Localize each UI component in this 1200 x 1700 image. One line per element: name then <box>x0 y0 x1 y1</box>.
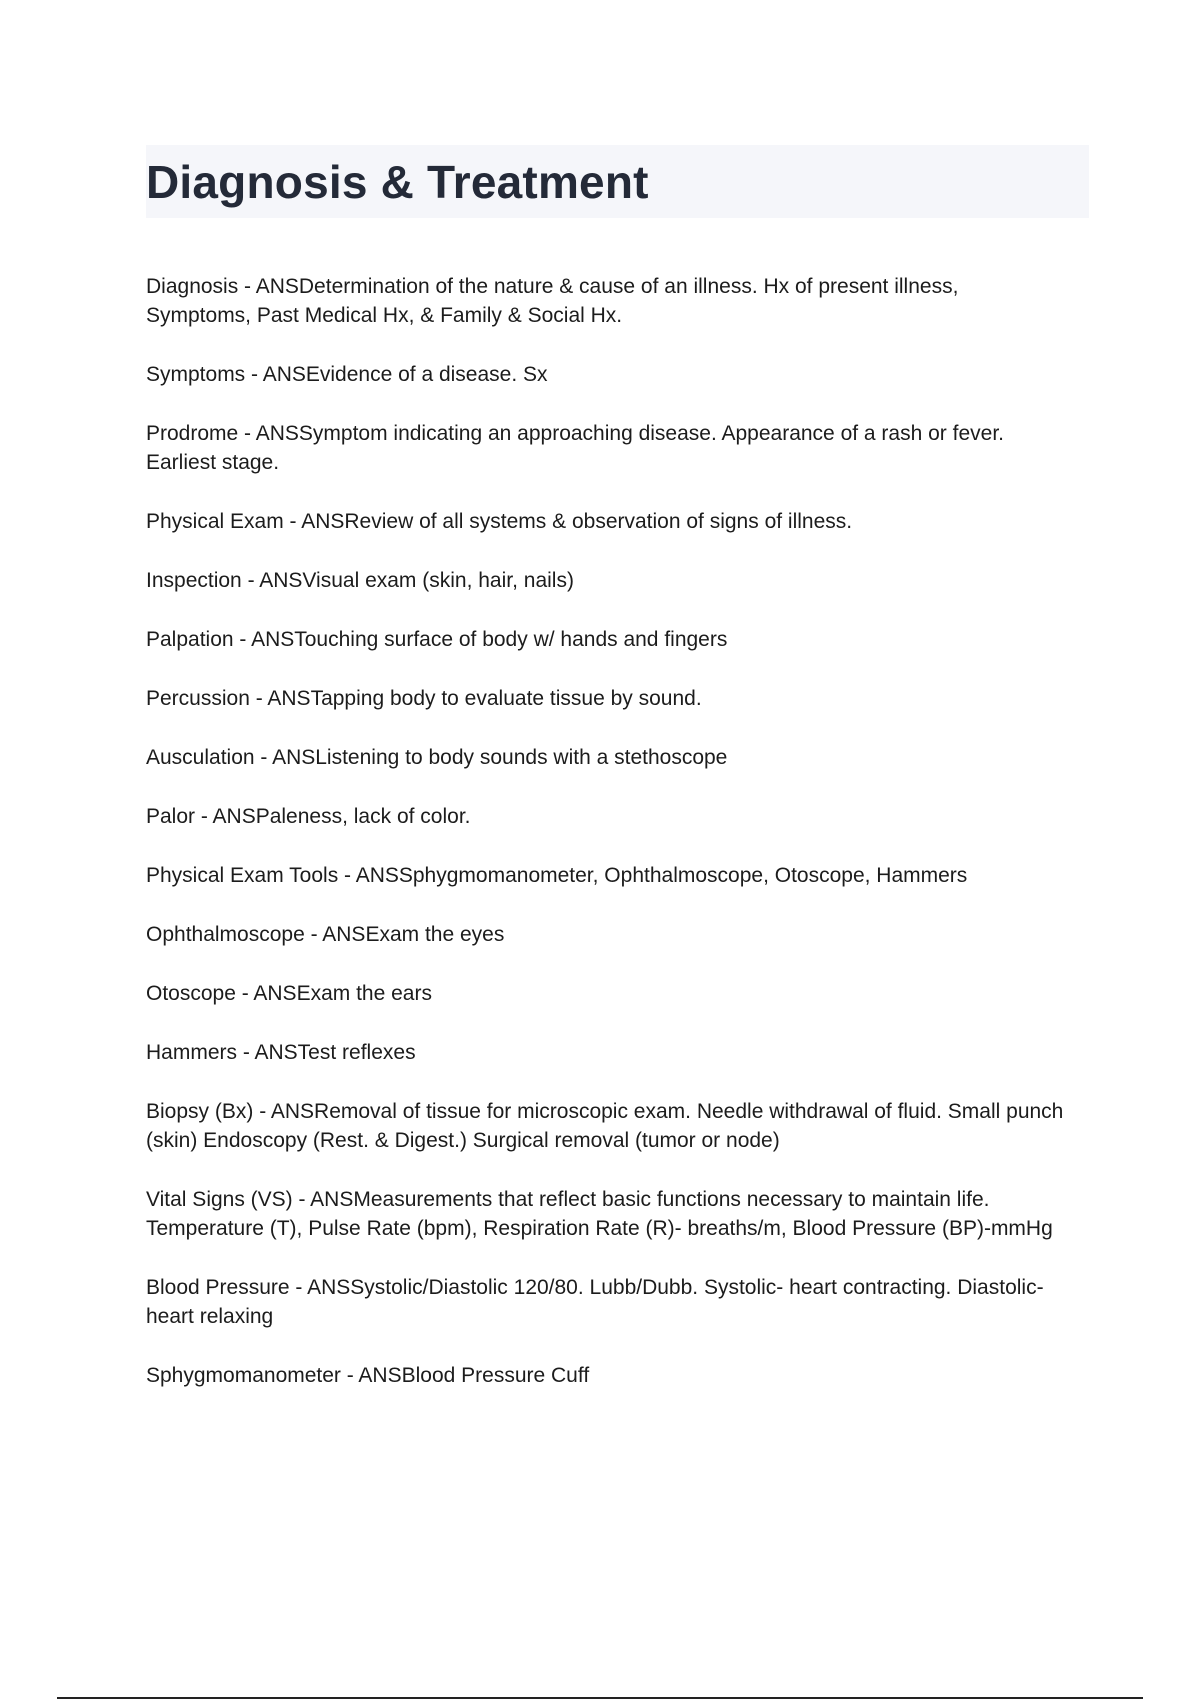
definition-entry: Sphygmomanometer - ANSBlood Pressure Cuff <box>146 1364 590 1387</box>
definition-entry: Biopsy (Bx) - ANSRemoval of tissue for microscopic exam. Needle withdrawal of fluid. Small punch (skin) Endoscopy (Rest. & Digest.) Surgical removal (tumor or node) <box>146 1100 1064 1152</box>
definition-entry: Physical Exam Tools - ANSSphygmomanometer, Ophthalmoscope, Otoscope, Hammers <box>146 864 968 887</box>
definition-entry: Hammers - ANSTest reflexes <box>146 1041 416 1064</box>
page-title: Diagnosis & Treatment <box>146 156 649 208</box>
definition-entry: Inspection - ANSVisual exam (skin, hair, nails) <box>146 569 574 592</box>
definition-entry: Symptoms - ANSEvidence of a disease. Sx <box>146 363 548 386</box>
definition-entry: Ausculation - ANSListening to body sounds with a stethoscope <box>146 746 728 769</box>
definition-entry: Ophthalmoscope - ANSExam the eyes <box>146 923 505 946</box>
definition-entry: Diagnosis - ANSDetermination of the nature & cause of an illness. Hx of present illness, Symptoms, Past Medical Hx, & Family & Social Hx. <box>146 275 959 327</box>
definition-entry: Palpation - ANSTouching surface of body w/ hands and fingers <box>146 628 728 651</box>
definition-entry: Blood Pressure - ANSSystolic/Diastolic 120/80. Lubb/Dubb. Systolic- heart contracting. Diastolic- heart relaxing <box>146 1276 1044 1328</box>
definition-entry: Percussion - ANSTapping body to evaluate tissue by sound. <box>146 687 702 710</box>
definition-entry: Prodrome - ANSSymptom indicating an approaching disease. Appearance of a rash or fever. Earliest stage. <box>146 422 1004 474</box>
page-bottom-rule <box>57 1697 1143 1699</box>
definition-entry: Otoscope - ANSExam the ears <box>146 982 432 1005</box>
definition-entry: Physical Exam - ANSReview of all systems & observation of signs of illness. <box>146 510 853 533</box>
title-banner <box>146 145 1089 218</box>
definition-entry: Palor - ANSPaleness, lack of color. <box>146 805 471 828</box>
definition-list <box>146 272 1066 1420</box>
definition-entry: Vital Signs (VS) - ANSMeasurements that reflect basic functions necessary to maintain life. Temperature (T), Pulse Rate (bpm), Respiration Rate (R)- breaths/m, Blood Pressure (BP)-mmHg <box>146 1188 1053 1240</box>
